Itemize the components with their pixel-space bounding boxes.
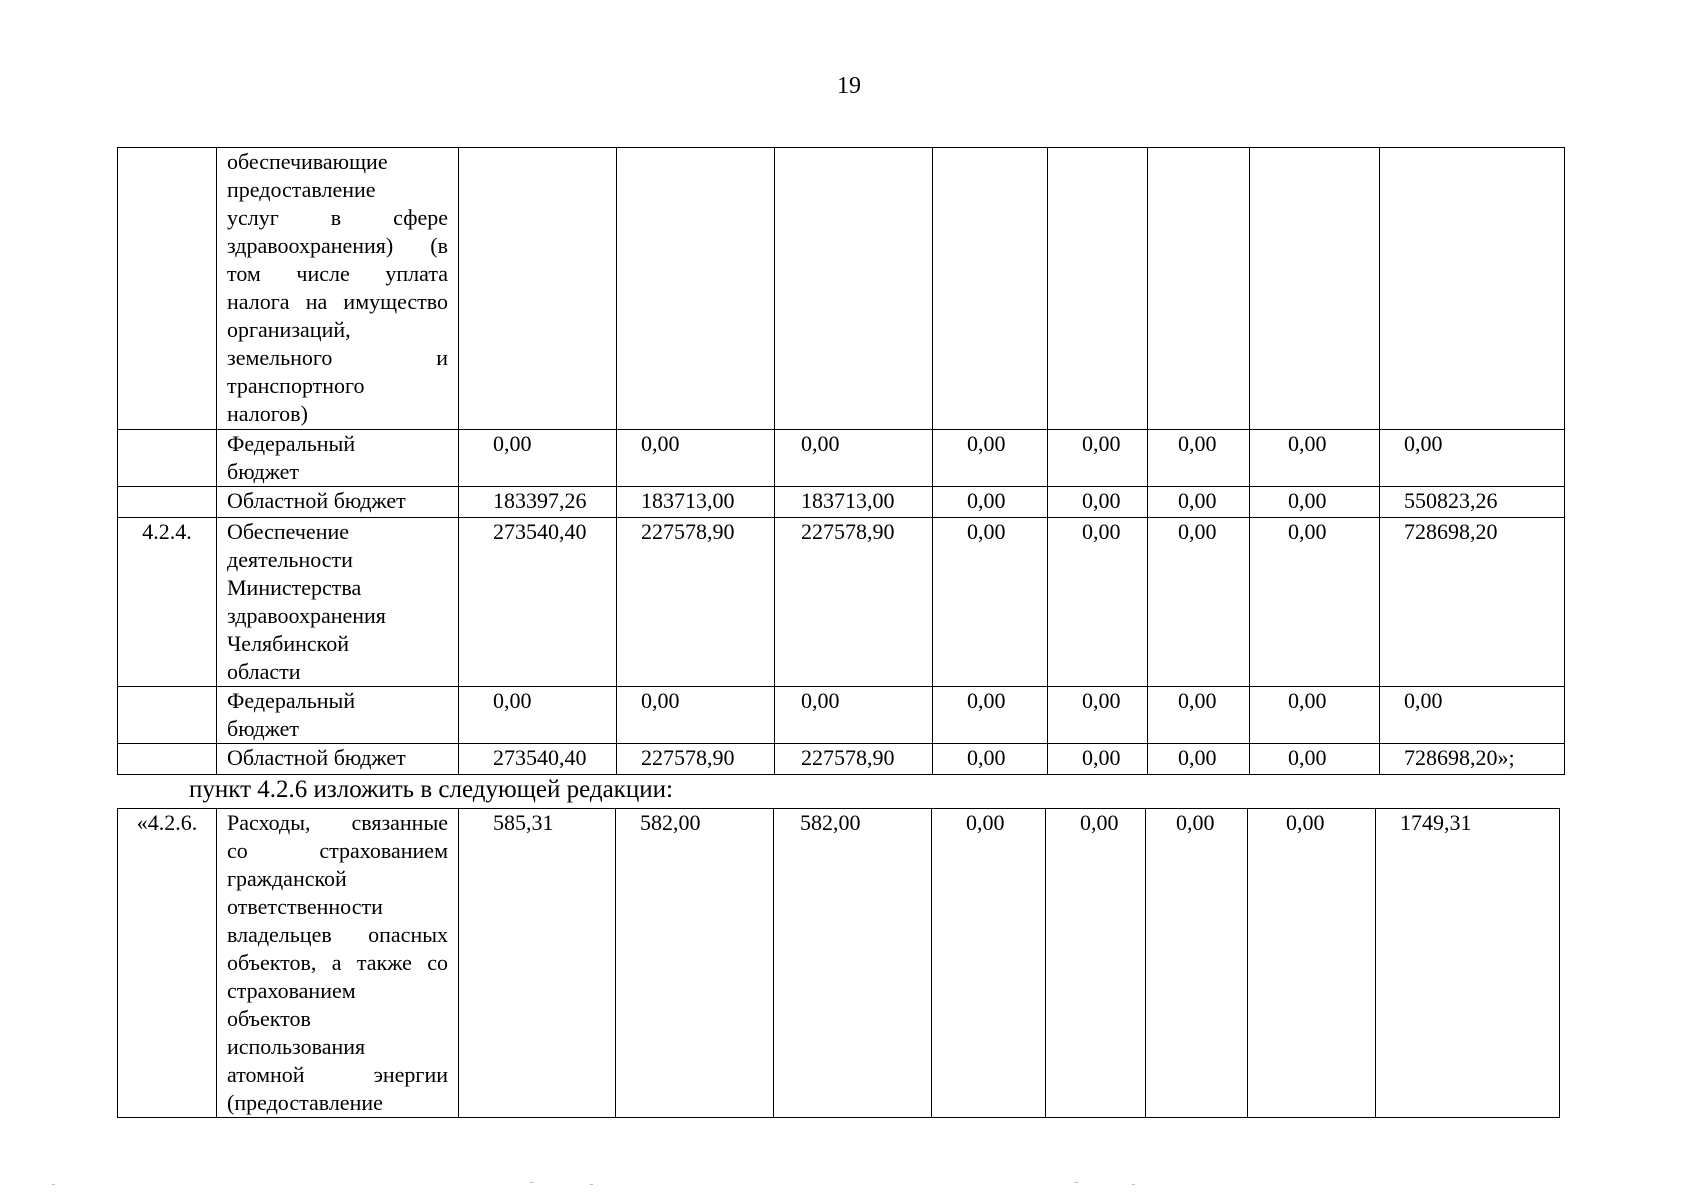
item-code-cell xyxy=(118,430,217,487)
description-line: использования xyxy=(227,1034,366,1059)
value-cell-col-3: 227578,90 xyxy=(775,518,933,687)
description-line: страхованием xyxy=(227,978,356,1003)
description-line: организаций, xyxy=(227,317,351,342)
description-cell xyxy=(217,148,459,430)
description-line: Федеральный xyxy=(227,431,356,456)
description-line: Расходы, связанные xyxy=(227,810,448,835)
value-cell-col-2: 227578,90 xyxy=(617,518,775,687)
description-line: бюджет xyxy=(227,459,299,484)
value-cell-col-7: 0,00 xyxy=(1248,809,1376,1118)
value-cell-col-2: 0,00 xyxy=(617,687,775,744)
scan-artifact xyxy=(52,1184,55,1185)
table-row xyxy=(118,744,1565,775)
value-cell-col-7 xyxy=(1250,148,1380,430)
description-line: атомной энергии xyxy=(227,1062,448,1087)
description-line: налогов) xyxy=(227,401,308,426)
page-number: 19 xyxy=(837,73,861,99)
description-line: со страхованием xyxy=(227,838,448,863)
description-line: обеспечивающие xyxy=(227,149,388,174)
description-line: бюджет xyxy=(227,716,299,741)
value-cell-col-6: 0,00 xyxy=(1148,687,1250,744)
value-cell-col-5: 0,00 xyxy=(1048,744,1148,775)
value-cell-col-4: 0,00 xyxy=(933,744,1048,775)
value-cell-col-5 xyxy=(1048,148,1148,430)
description-line: гражданской xyxy=(227,866,347,891)
description-line: земельного и xyxy=(227,345,448,370)
table-row xyxy=(118,809,1560,1118)
item-code-cell xyxy=(118,744,217,775)
description-line: том числе уплата xyxy=(227,261,448,286)
value-cell-col-5: 0,00 xyxy=(1048,487,1148,518)
value-cell-col-4: 0,00 xyxy=(933,687,1048,744)
description-line: Обеспечение xyxy=(227,519,349,544)
description-line: объектов xyxy=(227,1006,311,1031)
budget-table-continuation xyxy=(117,147,1565,775)
table-row xyxy=(118,148,1565,430)
amendment-paragraph: пункт 4.2.6 изложить в следующей редакции: xyxy=(189,776,673,803)
item-code-cell xyxy=(118,148,217,430)
description-line: здравоохранения) (в xyxy=(227,233,448,258)
description-cell xyxy=(217,809,459,1118)
description-line: деятельности xyxy=(227,547,353,572)
value-cell-col-8: 0,00 xyxy=(1380,687,1565,744)
value-cell-col-6 xyxy=(1148,148,1250,430)
value-cell-col-8: 0,00 xyxy=(1380,430,1565,487)
value-cell-col-3: 227578,90 xyxy=(775,744,933,775)
value-cell-col-4: 0,00 xyxy=(933,487,1048,518)
value-cell-col-6: 0,00 xyxy=(1148,518,1250,687)
scan-artifact xyxy=(1075,1182,1078,1183)
description-cell xyxy=(217,744,459,775)
value-cell-col-5: 0,00 xyxy=(1048,687,1148,744)
value-cell-col-8: 1749,31 xyxy=(1376,809,1560,1118)
description-line: Областной бюджет xyxy=(227,745,406,770)
description-line: здравоохранения xyxy=(227,603,386,628)
scan-artifact xyxy=(1132,1184,1135,1185)
value-cell-col-7: 0,00 xyxy=(1250,687,1380,744)
value-cell-col-6: 0,00 xyxy=(1148,430,1250,487)
value-cell-col-3: 0,00 xyxy=(775,430,933,487)
value-cell-col-6: 0,00 xyxy=(1148,487,1250,518)
value-cell-col-3: 582,00 xyxy=(774,809,932,1118)
value-cell-col-2: 183713,00 xyxy=(617,487,775,518)
value-cell-col-2 xyxy=(617,148,775,430)
description-line: Челябинской xyxy=(227,631,350,656)
table-row xyxy=(118,487,1565,518)
value-cell-col-3 xyxy=(775,148,933,430)
description-cell xyxy=(217,518,459,687)
table-row xyxy=(118,518,1565,687)
value-cell-col-2: 582,00 xyxy=(616,809,774,1118)
item-code-cell: 4.2.4. xyxy=(118,518,217,687)
item-code-cell xyxy=(118,687,217,744)
value-cell-col-3: 0,00 xyxy=(775,687,933,744)
value-cell-col-1: 273540,40 xyxy=(459,744,617,775)
description-line: транспортного xyxy=(227,373,365,398)
value-cell-col-7: 0,00 xyxy=(1250,518,1380,687)
description-line: области xyxy=(227,659,301,684)
value-cell-col-4 xyxy=(933,148,1048,430)
description-line: налога на имущество xyxy=(227,289,448,314)
description-line: владельцев опасных xyxy=(227,922,448,947)
description-line: предоставление xyxy=(227,177,376,202)
description-line: Федеральный xyxy=(227,688,356,713)
value-cell-col-7: 0,00 xyxy=(1250,430,1380,487)
value-cell-col-4: 0,00 xyxy=(932,809,1046,1118)
value-cell-col-2: 0,00 xyxy=(617,430,775,487)
value-cell-col-8: 550823,26 xyxy=(1380,487,1565,518)
scan-artifact xyxy=(530,1182,533,1183)
value-cell-col-5: 0,00 xyxy=(1046,809,1146,1118)
description-line: ответственности xyxy=(227,894,383,919)
value-cell-col-5: 0,00 xyxy=(1048,518,1148,687)
value-cell-col-6: 0,00 xyxy=(1146,809,1248,1118)
value-cell-col-1 xyxy=(459,148,617,430)
description-line: объектов, а также со xyxy=(227,950,448,975)
budget-table-item-4-2-6 xyxy=(117,808,1560,1118)
scan-artifact xyxy=(590,1184,593,1185)
value-cell-col-4: 0,00 xyxy=(933,430,1048,487)
item-code-cell: «4.2.6. xyxy=(118,809,217,1118)
value-cell-col-1: 585,31 xyxy=(459,809,616,1118)
table-row xyxy=(118,430,1565,487)
value-cell-col-7: 0,00 xyxy=(1250,487,1380,518)
description-cell xyxy=(217,487,459,518)
value-cell-col-8: 728698,20 xyxy=(1380,518,1565,687)
value-cell-col-7: 0,00 xyxy=(1250,744,1380,775)
value-cell-col-8 xyxy=(1380,148,1565,430)
description-line: (предоставление xyxy=(227,1090,383,1115)
value-cell-col-4: 0,00 xyxy=(933,518,1048,687)
value-cell-col-1: 273540,40 xyxy=(459,518,617,687)
description-cell xyxy=(217,430,459,487)
value-cell-col-3: 183713,00 xyxy=(775,487,933,518)
value-cell-col-2: 227578,90 xyxy=(617,744,775,775)
value-cell-col-5: 0,00 xyxy=(1048,430,1148,487)
item-code-cell xyxy=(118,487,217,518)
table-row xyxy=(118,687,1565,744)
description-line: Министерства xyxy=(227,575,362,600)
description-line: услуг в сфере xyxy=(227,205,448,230)
value-cell-col-6: 0,00 xyxy=(1148,744,1250,775)
value-cell-col-1: 0,00 xyxy=(459,687,617,744)
value-cell-col-1: 0,00 xyxy=(459,430,617,487)
value-cell-col-8: 728698,20»; xyxy=(1380,744,1565,775)
description-line: Областной бюджет xyxy=(227,488,406,513)
value-cell-col-1: 183397,26 xyxy=(459,487,617,518)
description-cell xyxy=(217,687,459,744)
